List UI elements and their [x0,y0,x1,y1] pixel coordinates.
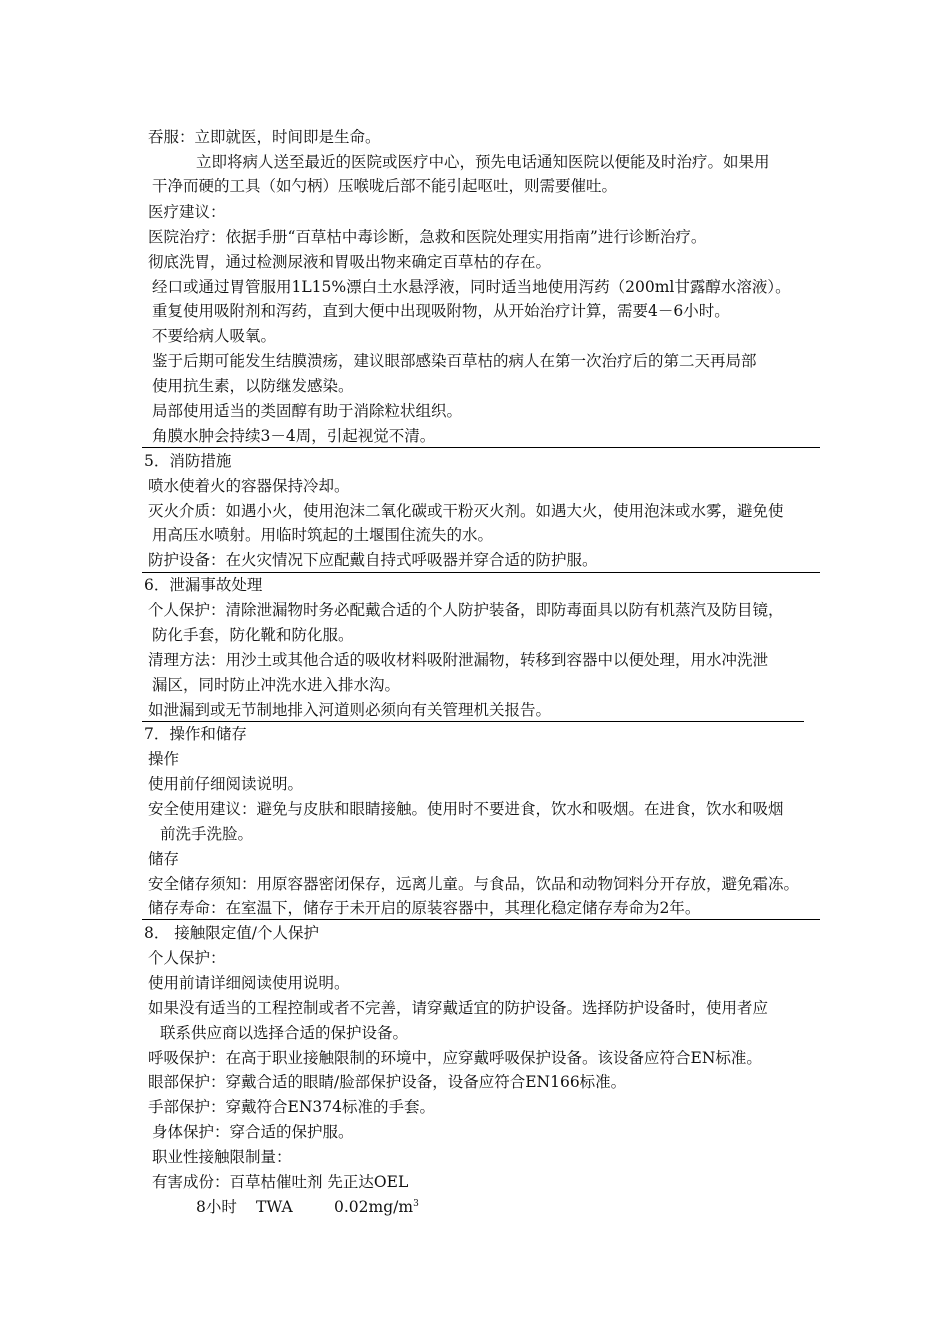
twa-hours: 8小时 [196,1198,237,1216]
section-6-title: 6．泄漏事故处理 [144,576,263,594]
spill-personal-line-1: 个人保护：清除泄漏物时务必配戴合适的个人防护装备，即防毒面具以防有机蒸汽及防目镜， [148,601,784,619]
safe-use-line-1: 安全使用建议：避免与皮肤和眼睛接触。使用时不要进食，饮水和吸烟。在进食，饮水和吸烟 [148,800,784,818]
occupational-limit-heading: 职业性接触限制量： [152,1148,292,1166]
fire-equipment-line: 防护设备：在火灾情况下应配戴自持式呼吸器并穿合适的防护服。 [148,551,598,569]
section-7-title: 7．操作和储存 [144,725,247,743]
read-instructions-line: 使用前仔细阅读说明。 [148,775,304,793]
cleanup-line-2: 漏区，同时防止冲洗水进入排水沟。 [152,676,401,694]
operation-heading: 操作 [148,750,180,768]
engineering-control-line-1: 如果没有适当的工程控制或者不完善，请穿戴适宜的防护设备。选择防护设备时，使用者应 [148,999,769,1017]
safe-use-line-2: 前洗手洗脸。 [160,825,254,843]
hospital-treatment-line: 医院治疗：依据手册“百草枯中毒诊断，急救和医院处理实用指南”进行诊断治疗。 [148,228,707,246]
section-divider [142,447,820,448]
twa-label: TWA [256,1198,293,1216]
read-usage-line: 使用前请详细阅读使用说明。 [148,974,350,992]
repeat-adsorbent-line: 重复使用吸附剂和泻药，直到大便中出现吸附物，从开始治疗计算，需要4－6小时。 [152,302,730,320]
hazardous-component-line: 有害成份：百草枯催吐剂 先正达OEL [152,1173,409,1191]
no-oxygen-line: 不要给病人吸氧。 [152,327,277,345]
section-5-title: 5．消防措施 [144,452,232,470]
cleanup-line-1: 清理方法：用沙土或其他合适的吸收材料吸附泄漏物，转移到容器中以便处理，用水冲洗泄 [148,651,769,669]
eye-protection-line: 眼部保护：穿戴合适的眼睛/脸部保护设备，设备应符合EN166标准。 [148,1073,627,1091]
send-hospital-line-2: 干净而硬的工具（如勺柄）压喉咙后部不能引起呕吐，则需要催吐。 [152,177,618,195]
send-hospital-line-1: 立即将病人送至最近的医院或医疗中心，预先电话通知医院以便能及时治疗。如果用 [196,153,770,171]
cornea-line: 角膜水肿会持续3－4周，引起视觉不清。 [152,427,436,445]
respiratory-protection-line: 呼吸保护：在高于职业接触限制的环境中，应穿戴呼吸保护设备。该设备应符合EN标准。 [148,1049,762,1067]
eye-infection-line-2: 使用抗生素，以防继发感染。 [152,377,354,395]
section-divider [142,919,820,920]
medical-advice-heading: 医疗建议： [148,203,226,221]
storage-requirements-line: 安全储存须知：用原容器密闭保存，远离儿童。与食品，饮品和动物饲料分开存放，避免霜冻。 [148,875,800,893]
oral-suspension-line: 经口或通过胃管服用1L15%漂白土水悬浮液，同时适当地使用泻药（200ml甘露醇水溶液）。 [152,278,791,296]
swallow-line: 吞服：立即就医，时间即是生命。 [148,128,381,146]
personal-protection-heading: 个人保护： [148,949,226,967]
shelf-life-line: 储存寿命：在室温下，储存于未开启的原装容器中，其理化稳定储存寿命为2年。 [148,899,701,917]
section-8-title: 8． 接触限定值/个人保护 [144,924,320,942]
extinguishing-media-line-2: 用高压水喷射。用临时筑起的土堰围住流失的水。 [152,526,494,544]
body-protection-line: 身体保护：穿合适的保护服。 [152,1123,354,1141]
report-line: 如泄漏到或无节制地排入河道则必须向有关管理机关报告。 [148,701,552,719]
hand-protection-line: 手部保护：穿戴符合EN374标准的手套。 [148,1098,435,1116]
extinguishing-media-line-1: 灭火介质：如遇小火，使用泡沫二氧化碳或干粉灭火剂。如遇大火，使用泡沫或水雾，避免使 [148,502,784,520]
twa-value [334,1195,419,1219]
eye-infection-line-1: 鉴于后期可能发生结膜溃疡，建议眼部感染百草枯的病人在第一次治疗后的第二天再局部 [152,352,757,370]
twa-value-number: 0.02mg/m [334,1198,414,1216]
gastric-lavage-line: 彻底洗胃，通过检测尿液和胃吸出物来确定百草枯的存在。 [148,253,552,271]
steroid-line: 局部使用适当的类固醇有助于消除粒状组织。 [152,402,463,420]
engineering-control-line-2: 联系供应商以选择合适的保护设备。 [160,1024,409,1042]
twa-value-exponent: 3 [413,1198,419,1209]
spill-personal-line-2: 防化手套，防化靴和防化服。 [152,626,354,644]
storage-heading: 储存 [148,850,180,868]
spray-water-line: 喷水使着火的容器保持冷却。 [148,477,350,495]
